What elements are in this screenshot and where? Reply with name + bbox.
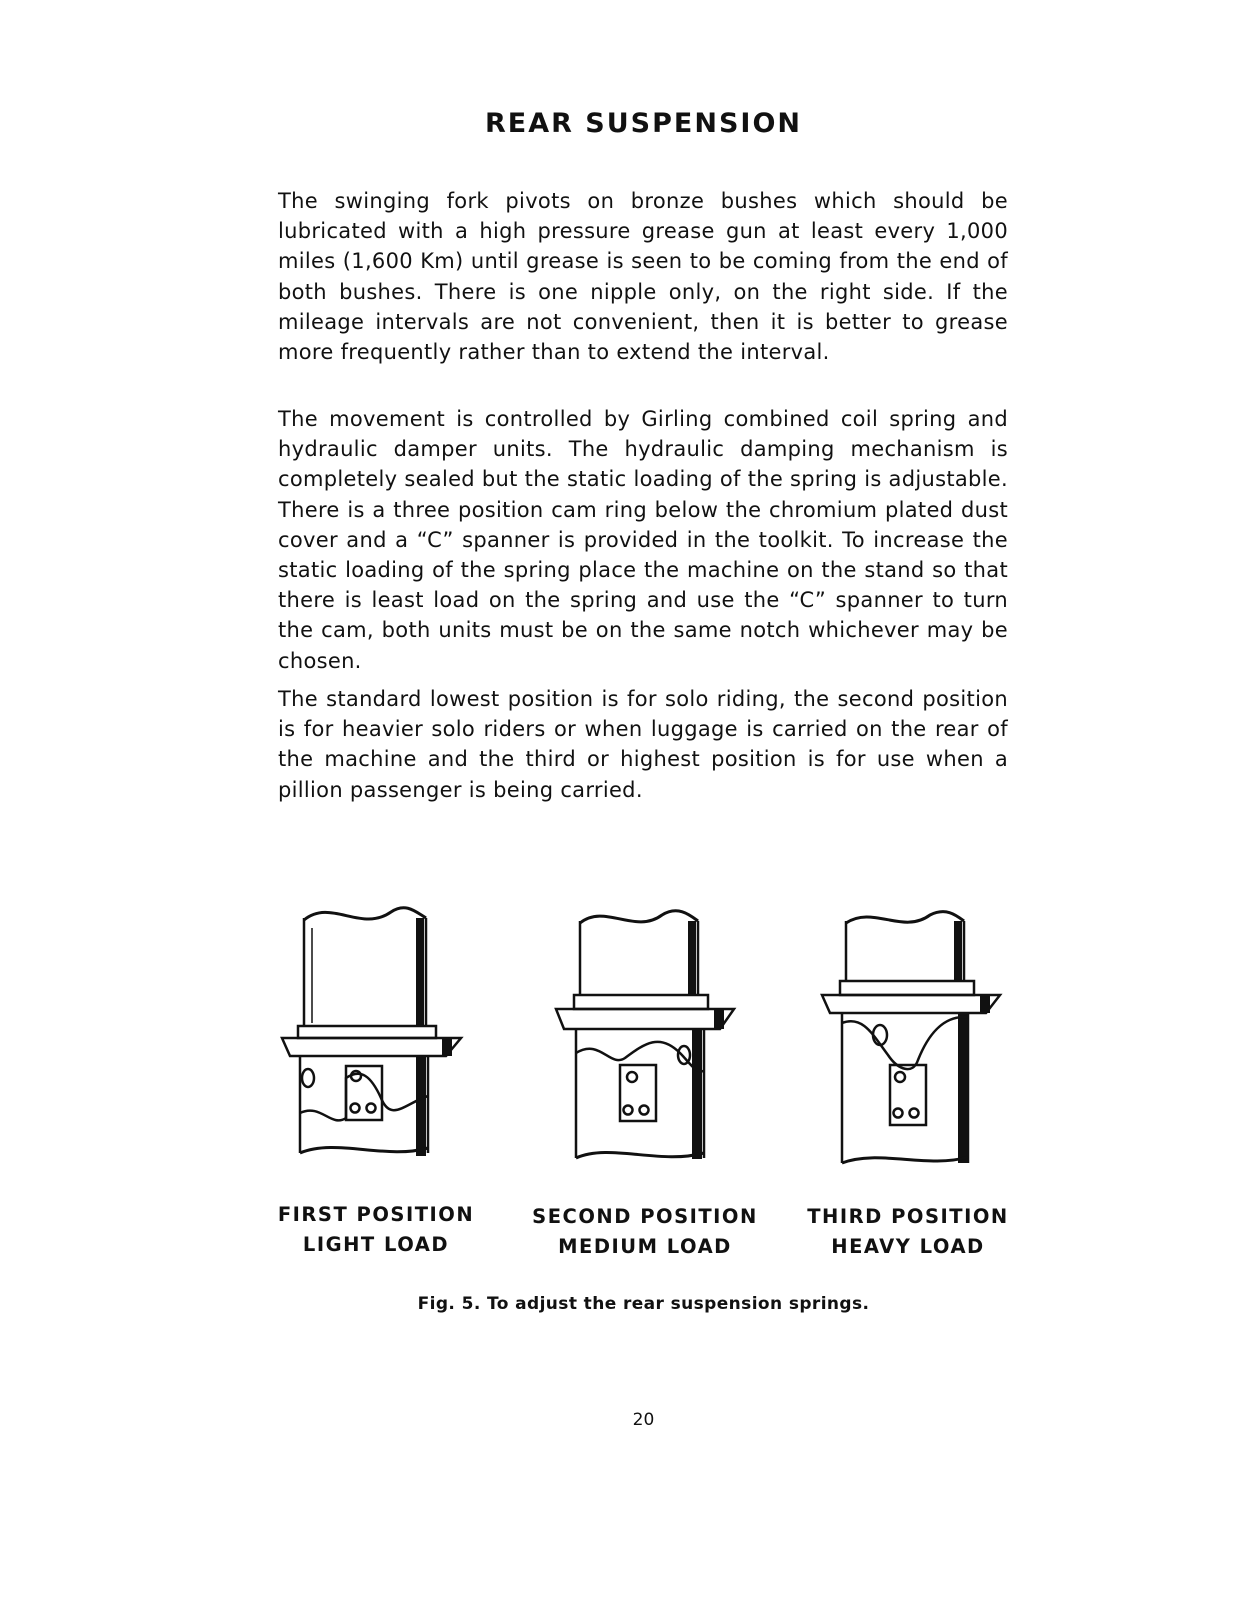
paragraph-lubrication: The swinging fork pivots on bronze bushes which should be lubricated with a high pressure grease gun at least every 1,000 miles (1,600 Km) until grease is seen to be coming from the end of both bushes. There is one nipple only, on the right side. If the mileage intervals are not convenient, then it is better to grease more frequently rather than to extend the interval. xyxy=(278,189,1008,365)
caption-third-position xyxy=(800,1202,1016,1262)
caption-second-position-line2: MEDIUM LOAD xyxy=(558,1235,732,1258)
caption-third-position-line1: THIRD POSITION xyxy=(807,1205,1009,1228)
paragraph-damper-units: The movement is controlled by Girling combined coil spring and hydraulic damper units. The hydraulic damping mechanism is completely sealed but the static loading of the spring is adjustable. There is a three position cam ring below the chromium plated dust cover and a “C” spanner is provided in the toolkit. To increase the static loading of the spring place the machine on the stand so that there is least load on the spring and use the “C” spanner to turn the cam, both units must be on the same notch whichever may be chosen. xyxy=(278,407,1008,673)
page-number: 20 xyxy=(632,1410,655,1430)
page-title: REAR SUSPENSION xyxy=(484,108,802,139)
caption-third-position-line2: HEAVY LOAD xyxy=(831,1235,985,1258)
caption-first-position xyxy=(270,1200,482,1260)
caption-second-position xyxy=(522,1202,768,1262)
caption-first-position-line2: LIGHT LOAD xyxy=(302,1233,450,1256)
caption-first-position-line1: FIRST POSITION xyxy=(277,1203,475,1226)
suspension-unit-second-position-illustration xyxy=(550,903,740,1173)
caption-second-position-line1: SECOND POSITION xyxy=(532,1205,758,1228)
suspension-unit-first-position-illustration xyxy=(276,898,466,1168)
paragraph-positions: The standard lowest position is for solo riding, the second position is for heavier solo riders or when luggage is carried on the rear of the machine and the third or highest position is for use when a pillion passenger is being carried. xyxy=(278,687,1008,802)
suspension-unit-third-position-illustration xyxy=(818,905,1008,1175)
figure-caption: Fig. 5. To adjust the rear suspension springs. xyxy=(417,1294,870,1314)
